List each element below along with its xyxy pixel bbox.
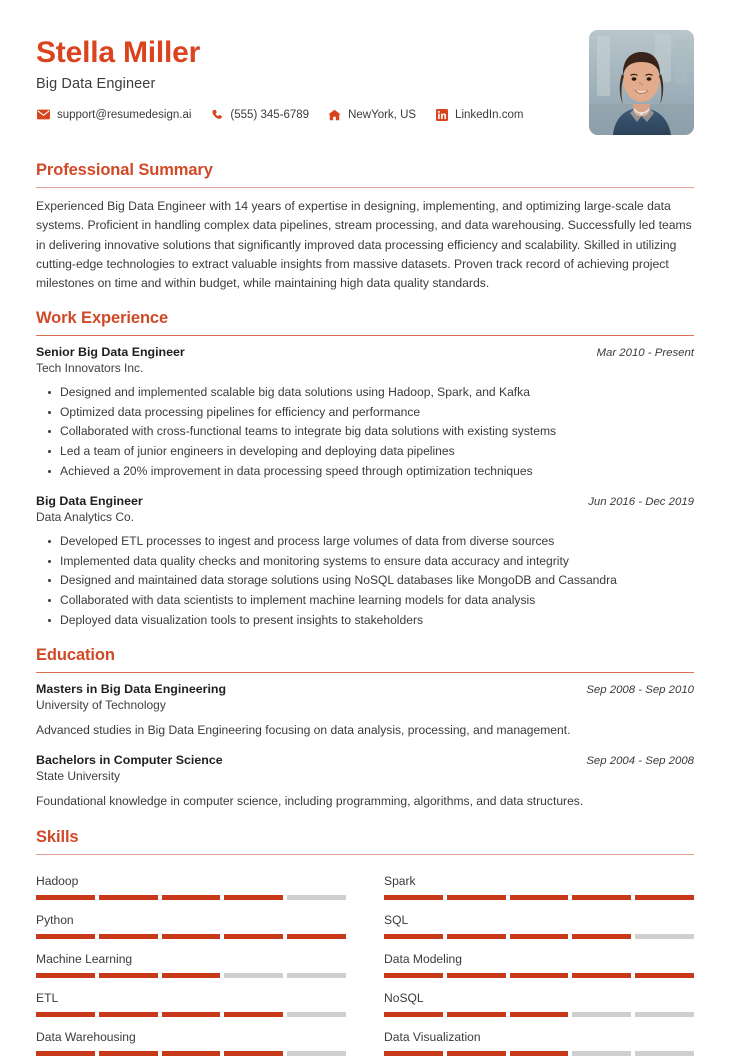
skill-level-segment: [224, 1012, 283, 1017]
skill-level-bar: [384, 1012, 694, 1017]
skill-name: Machine Learning: [36, 951, 133, 966]
skill-level-bar: [384, 1051, 694, 1056]
skill-level-segment: [510, 895, 569, 900]
list-item: Designed and maintained data storage solutions using NoSQL databases like MongoDB and Cassandra: [60, 571, 694, 591]
header-text-block: [36, 30, 541, 122]
skill-level-bar: [36, 895, 346, 900]
list-item: Implemented data quality checks and monitoring systems to ensure data accuracy and integrity: [60, 552, 694, 572]
section-divider: [36, 672, 694, 673]
skill-level-segment: [224, 973, 283, 978]
work-entry-company: Tech Innovators Inc.: [36, 361, 144, 376]
skill-name: ETL: [36, 990, 59, 1005]
home-icon: [327, 108, 342, 122]
skill-level-segment: [162, 1012, 221, 1017]
skill-level-segment: [224, 895, 283, 900]
section-divider: [36, 187, 694, 188]
skill-name: Data Modeling: [384, 951, 462, 966]
skills-grid: [36, 864, 694, 1059]
skill-level-segment: [162, 1051, 221, 1056]
skill-level-segment: [287, 934, 346, 939]
candidate-job-title: Big Data Engineer: [36, 75, 156, 92]
section-education: [36, 646, 694, 812]
skill-item: [384, 1020, 694, 1059]
contact-row: [36, 108, 541, 122]
skill-level-segment: [572, 1012, 631, 1017]
phone-icon: [209, 108, 224, 122]
skill-level-segment: [510, 934, 569, 939]
skill-item: [36, 903, 346, 942]
skill-level-segment: [510, 1051, 569, 1056]
skill-level-bar: [36, 1051, 346, 1056]
skill-level-segment: [635, 1051, 694, 1056]
skill-item: [36, 942, 346, 981]
avatar: [589, 30, 694, 135]
skill-name: Hadoop: [36, 873, 79, 888]
skill-level-segment: [162, 973, 221, 978]
skill-level-bar: [384, 973, 694, 978]
work-entry-head: [36, 345, 694, 359]
education-entry-date: Sep 2004 - Sep 2008: [586, 755, 694, 768]
skill-level-segment: [99, 973, 158, 978]
section-divider: [36, 335, 694, 336]
work-entry-company: Data Analytics Co.: [36, 510, 135, 525]
skill-level-segment: [36, 895, 95, 900]
resume-header: [36, 30, 694, 145]
skill-level-segment: [287, 973, 346, 978]
skill-level-segment: [447, 895, 506, 900]
skill-level-segment: [384, 934, 443, 939]
skill-level-segment: [447, 1012, 506, 1017]
list-item: Optimized data processing pipelines for efficiency and performance: [60, 403, 694, 423]
skill-level-segment: [635, 1012, 694, 1017]
skill-name: NoSQL: [384, 990, 424, 1005]
section-title-summary: Professional Summary: [36, 161, 213, 179]
section-professional-summary: [36, 161, 694, 293]
skill-level-segment: [510, 973, 569, 978]
contact-linkedin-text: LinkedIn.com: [455, 108, 524, 121]
skill-level-segment: [287, 895, 346, 900]
portrait-photo-illustration: [589, 30, 694, 135]
skill-item: [384, 942, 694, 981]
skill-name: Data Warehousing: [36, 1029, 136, 1044]
work-entry-date: Jun 2016 - Dec 2019: [588, 496, 694, 509]
contact-email-text: support@resumedesign.ai: [57, 108, 192, 121]
skill-level-bar: [384, 934, 694, 939]
summary-text: Experienced Big Data Engineer with 14 years of expertise in designing, implementing, and optimizing large-scale data systems. Proficient in handling complex data pipelines, stream processing, and data warehousing. Successfully led teams in delivering innovative solutions that significantly improved data processing efficiency and scalability. Skilled in utilizing cutting-edge technologies to extract valuable insights from massive datasets. Proven track record of achieving project milestones on time and within budget, while maintaining high data quality standards.: [36, 199, 692, 291]
skill-level-segment: [162, 934, 221, 939]
education-entry-date: Sep 2008 - Sep 2010: [586, 684, 694, 697]
list-item: Designed and implemented scalable big data solutions using Hadoop, Spark, and Kafka: [60, 383, 694, 403]
skill-level-segment: [99, 1051, 158, 1056]
skill-level-segment: [572, 973, 631, 978]
education-entry-head: [36, 753, 694, 767]
education-entry-degree: Bachelors in Computer Science: [36, 753, 223, 768]
section-work-experience: [36, 309, 694, 630]
skill-item: [384, 903, 694, 942]
skill-level-segment: [224, 1051, 283, 1056]
skill-level-segment: [510, 1012, 569, 1017]
skill-item: [36, 864, 346, 903]
education-entry-head: [36, 682, 694, 696]
skill-level-segment: [99, 934, 158, 939]
work-entry-bullets: [36, 383, 694, 481]
education-entry-description: Advanced studies in Big Data Engineering focusing on data analysis, processing, and management.: [36, 723, 571, 738]
education-entry-school: University of Technology: [36, 698, 166, 713]
list-item: Collaborated with cross-functional teams to integrate big data solutions with existing systems: [60, 422, 694, 442]
list-item: Deployed data visualization tools to present insights to stakeholders: [60, 611, 694, 631]
work-entry-date: Mar 2010 - Present: [596, 347, 694, 360]
work-entry: [36, 494, 694, 630]
skill-name: Python: [36, 912, 74, 927]
skill-level-segment: [384, 1051, 443, 1056]
skill-level-segment: [384, 895, 443, 900]
skill-level-segment: [384, 1012, 443, 1017]
skill-level-segment: [36, 934, 95, 939]
skill-level-segment: [572, 1051, 631, 1056]
work-entry-head: [36, 494, 694, 508]
skill-level-segment: [99, 895, 158, 900]
skill-level-segment: [572, 895, 631, 900]
skill-item: [36, 981, 346, 1020]
education-entry-degree: Masters in Big Data Engineering: [36, 682, 227, 697]
skill-level-segment: [162, 895, 221, 900]
skill-level-segment: [287, 1051, 346, 1056]
work-entry: [36, 345, 694, 481]
education-entry-description: Foundational knowledge in computer science, including programming, algorithms, and data structures.: [36, 794, 584, 809]
skill-item: [36, 1020, 346, 1059]
skill-level-bar: [384, 895, 694, 900]
skill-level-segment: [635, 973, 694, 978]
contact-location: [327, 108, 416, 122]
education-entry: [36, 753, 694, 811]
contact-phone-text: (555) 345-6789: [230, 108, 310, 121]
list-item: Developed ETL processes to ingest and process large volumes of data from diverse sources: [60, 532, 694, 552]
contact-email[interactable]: [36, 108, 191, 122]
skill-level-segment: [287, 1012, 346, 1017]
contact-phone[interactable]: [209, 108, 309, 122]
skill-name: Spark: [384, 873, 416, 888]
skill-level-segment: [447, 1051, 506, 1056]
list-item: Collaborated with data scientists to implement machine learning models for data analysis: [60, 591, 694, 611]
section-title-skills: Skills: [36, 827, 79, 846]
candidate-name: Stella Miller: [36, 36, 201, 69]
work-entry-title: Senior Big Data Engineer: [36, 345, 185, 360]
skill-name: Data Visualization: [384, 1029, 481, 1044]
skill-level-segment: [224, 934, 283, 939]
list-item: Achieved a 20% improvement in data processing speed through optimization techniques: [60, 462, 694, 482]
skill-level-segment: [635, 934, 694, 939]
skill-level-segment: [384, 973, 443, 978]
section-title-education: Education: [36, 646, 115, 665]
skill-level-bar: [36, 934, 346, 939]
work-entry-bullets: [36, 532, 694, 630]
skill-level-segment: [36, 1012, 95, 1017]
skill-item: [384, 981, 694, 1020]
envelope-icon: [36, 108, 51, 122]
list-item: Led a team of junior engineers in developing and deploying data pipelines: [60, 442, 694, 462]
skill-level-bar: [36, 1012, 346, 1017]
skill-name: SQL: [384, 912, 409, 927]
education-entry-school: State University: [36, 769, 121, 784]
section-divider: [36, 854, 694, 855]
work-entry-title: Big Data Engineer: [36, 494, 143, 509]
skill-level-segment: [36, 1051, 95, 1056]
skill-level-segment: [36, 973, 95, 978]
section-title-work: Work Experience: [36, 309, 169, 328]
skill-level-segment: [635, 895, 694, 900]
skill-level-bar: [36, 973, 346, 978]
skill-level-segment: [99, 1012, 158, 1017]
contact-location-text: NewYork, US: [348, 108, 417, 121]
skill-item: [384, 864, 694, 903]
skill-level-segment: [447, 934, 506, 939]
skill-level-segment: [447, 973, 506, 978]
linkedin-icon: [434, 108, 449, 122]
contact-linkedin[interactable]: [434, 108, 523, 122]
education-entry: [36, 682, 694, 740]
skill-level-segment: [572, 934, 631, 939]
section-skills: [36, 828, 694, 1059]
